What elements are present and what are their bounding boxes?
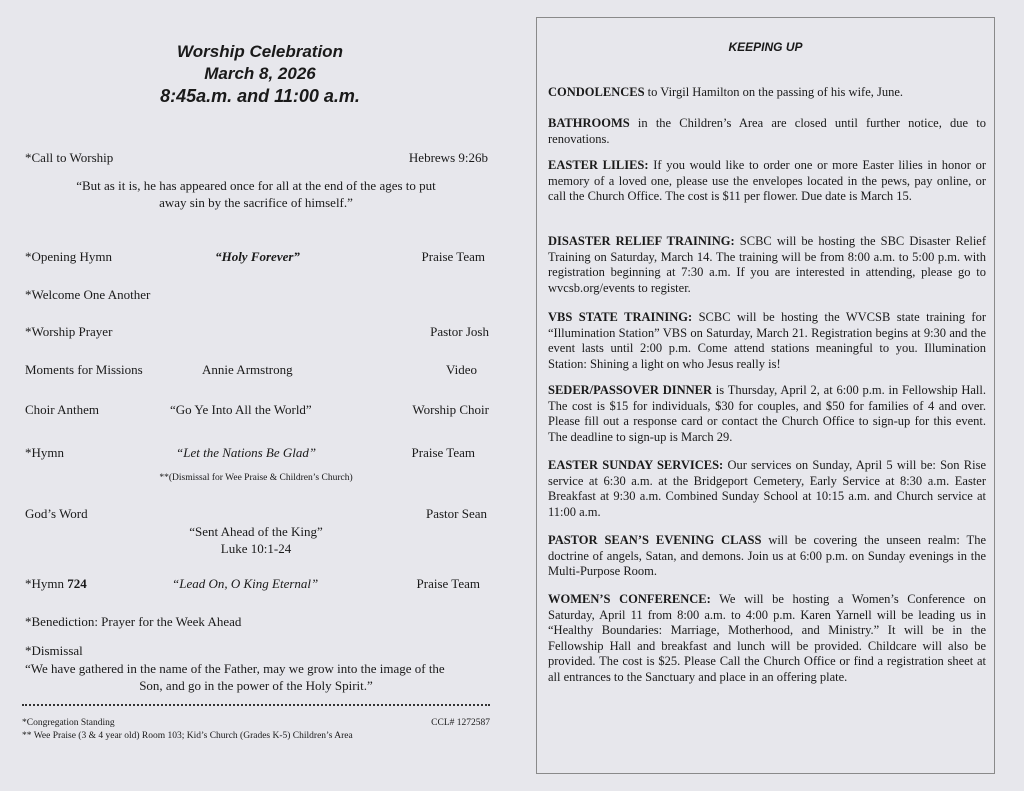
announcement-heading: DISASTER RELIEF TRAINING: (548, 234, 735, 248)
announcement-condolences (548, 85, 986, 101)
announcement-text: in the Children’s Area are closed until further notice, due to renovations. (548, 116, 986, 146)
call-to-worship-text-line1: “But as it is, he has appeared once for all at the end of the ages to put (76, 178, 436, 193)
missions-title: Annie Armstrong (202, 362, 293, 377)
missions-leader: Video (446, 362, 477, 377)
announcement-text: Our services on Sunday, April 5 will be: Son Rise service at 6:30 a.m. at the Bridgeport Cemetery, Early Service at 8:30 a.m. Easter Breakfast at 9:30 a.m. Combined Sunday School at 10:15 a.m. and Church service at 11:00 a.m. (548, 458, 986, 519)
announcement-womens-conference (548, 592, 986, 685)
opening-hymn-title: “Holy Forever” (215, 249, 300, 264)
announcement-text: SCBC will be hosting the WVCSB state training for “Illumination Station” VBS on Saturday, March 21. Registration begins at 9:30 and the event lasts until 2:00 p.m. Come attend stations meaningful to you. Illumination Station: Shining a light on who Jesus really is! (548, 310, 986, 371)
announcement-text: We will be hosting a Women’s Conference on Saturday, April 11 from 8:00 a.m. to 4:00 p.m. Karen Yarnell will be leading us in “Healthy Boundaries: Marriage, Motherhood, and Ministry.” It will be in the Fellowship Hall and breakfast and lunch will be provided. Childcare will also be provided. The cost is $25. Please Call the Church Office or find a registration sheet at all entrances to the Sanctuary and place in an offering plate. (548, 592, 986, 684)
service-date: March 8, 2026 (204, 64, 316, 83)
announcement-heading: EASTER SUNDAY SERVICES: (548, 458, 724, 472)
choir-anthem-leader: Worship Choir (412, 402, 489, 417)
ccli-number: CCL# 1272587 (431, 718, 490, 728)
announcement-heading: SEDER/PASSOVER DINNER (548, 383, 713, 397)
dismissal-text-line1: “We have gathered in the name of the Father, may we grow into the image of the (25, 661, 445, 676)
announcement-text: is Thursday, April 2, at 6:00 p.m. in Fellowship Hall. The cost is $15 for individuals, $30 for couples, and $50 for families of 4 and over. Please fill out a response card or contact the Church Office to sign-up for this event. The deadline to sign-up is March 29. (548, 383, 987, 444)
announcement-vbs-training (548, 310, 986, 372)
benediction: *Benediction: Prayer for the Week Ahead (25, 614, 242, 629)
dismissal-note: **(Dismissal for Wee Praise & Children’s Church) (159, 473, 353, 483)
announcement-text: to Virgil Hamilton on the passing of his wife, June. (644, 85, 904, 99)
hymn-724-label (25, 576, 87, 592)
hymn-724-label-text: *Hymn (25, 576, 68, 591)
announcement-text: SCBC will be hosting the SBC Disaster Relief Training on Saturday, March 14. The training will be from 8:00 a.m. to 5:00 p.m. with registration beginning at 7:30 a.m. If you are interested in attending, please go to wvcsb.org/events to register. (548, 234, 987, 295)
welcome-label: *Welcome One Another (25, 287, 151, 302)
choir-anthem-label: Choir Anthem (25, 402, 100, 417)
announcement-heading: WOMEN’S CONFERENCE: (548, 592, 711, 606)
announcement-heading: BATHROOMS (548, 116, 630, 130)
sermon-title: “Sent Ahead of the King” (189, 524, 323, 539)
hymn-leader: Praise Team (411, 445, 475, 460)
announcement-seder-dinner (548, 383, 986, 445)
choir-anthem-title: “Go Ye Into All the World” (170, 402, 312, 417)
announcement-heading: EASTER LILIES: (548, 158, 649, 172)
announcement-heading: CONDOLENCES (548, 85, 645, 99)
dotted-divider (22, 704, 490, 706)
announcement-heading: PASTOR SEAN’S EVENING CLASS (548, 533, 762, 547)
rooms-note: ** Wee Praise (3 & 4 year old) Room 103; Kid’s Church (Grades K-5) Children’s Area (22, 731, 353, 741)
announcement-evening-class (548, 533, 986, 580)
congregation-standing-note: *Congregation Standing (22, 718, 115, 728)
call-to-worship-reference: Hebrews 9:26b (408, 150, 488, 165)
call-to-worship-label: *Call to Worship (25, 150, 114, 165)
sermon-reference: Luke 10:1-24 (220, 541, 292, 556)
missions-label: Moments for Missions (25, 362, 143, 377)
announcement-text: will be covering the unseen realm: The doctrine of angels, Satan, and demons. Join us at 6:00 p.m. on Sunday evenings in the Multi-Purpose Room. (548, 533, 986, 578)
announcement-text: If you would like to order one or more Easter lilies in honor or memory of a loved one, please use the envelopes located in the pews, pay online, or call the Church Office. The cost is $11 per flower. Due date is March 15. (548, 158, 986, 203)
gods-word-leader: Pastor Sean (425, 506, 487, 521)
gods-word-label: God’s Word (25, 506, 88, 521)
announcement-heading: VBS STATE TRAINING: (548, 310, 693, 324)
announcement-bathrooms (548, 116, 986, 147)
announcement-easter-services (548, 458, 986, 520)
worship-prayer-label: *Worship Prayer (25, 324, 113, 339)
hymn-724-leader: Praise Team (416, 576, 480, 591)
worship-prayer-leader: Pastor Josh (430, 324, 489, 339)
keeping-up-title: KEEPING UP (728, 40, 803, 54)
dismissal-label: *Dismissal (25, 643, 83, 658)
opening-hymn-label: *Opening Hymn (25, 249, 113, 264)
hymn-724-number: 724 (67, 576, 87, 591)
service-times: 8:45a.m. and 11:00 a.m. (160, 86, 360, 106)
dismissal-text-line2: Son, and go in the power of the Holy Spirit.” (139, 678, 373, 693)
announcement-disaster-relief (548, 234, 986, 296)
hymn-724-title: “Lead On, O King Eternal” (172, 576, 319, 591)
call-to-worship-text-line2: away sin by the sacrifice of himself.” (159, 195, 353, 210)
announcement-easter-lilies (548, 158, 986, 205)
bulletin-title: Worship Celebration (177, 42, 343, 61)
opening-hymn-leader: Praise Team (421, 249, 485, 264)
hymn-label: *Hymn (25, 445, 64, 460)
hymn-title: “Let the Nations Be Glad” (176, 445, 317, 460)
